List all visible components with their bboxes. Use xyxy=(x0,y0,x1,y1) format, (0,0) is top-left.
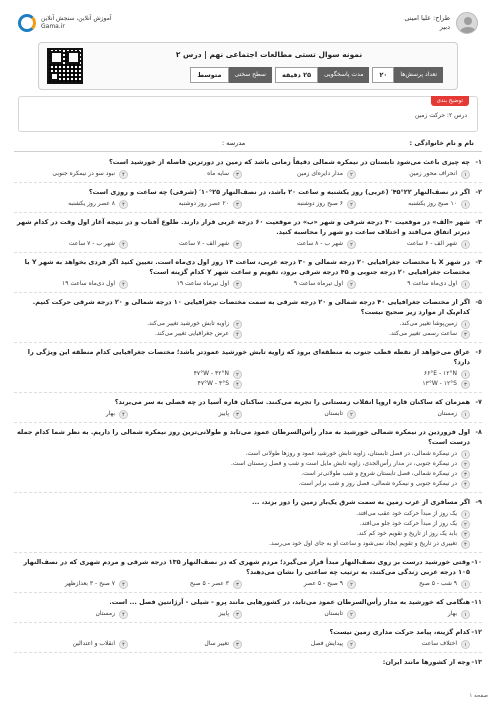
option-number-badge: ۳ xyxy=(233,610,242,619)
option-label: ساعت رسمی تغییر می‌کند. xyxy=(389,330,457,337)
answer-option[interactable] xyxy=(14,509,470,519)
answer-option[interactable] xyxy=(356,199,470,209)
option-number-badge: ۲ xyxy=(233,370,242,379)
option-list xyxy=(14,199,482,209)
option-label: بهار xyxy=(105,410,115,417)
question-separator xyxy=(14,212,482,213)
question-number: ۱۰- xyxy=(471,558,482,566)
question-number: ۳- xyxy=(475,218,482,226)
option-number-badge: ۲ xyxy=(461,520,470,529)
option-label: تابستان xyxy=(324,410,343,417)
question-item xyxy=(14,597,482,623)
question-text: عراق می‌خواهد از نقطه قطب جنوب به منطقه‌ای برود که زاویه تابش خورشید عمودتر باشد؛ مختصات جغرافیایی کدام منطقه این ویژگی را دارد؟ xyxy=(27,348,470,366)
option-number-badge: ۳ xyxy=(461,380,470,389)
question-number: ۹- xyxy=(475,498,482,506)
option-label: یک روز از مبدأ حرکت خود عقب می‌افتد. xyxy=(356,510,457,517)
option-number-badge: ۲ xyxy=(347,170,356,179)
option-label: ۹ صبح - ۵ عصر xyxy=(303,580,343,587)
option-number-badge: ۱ xyxy=(461,320,470,329)
question-stem xyxy=(14,217,482,237)
answer-option[interactable] xyxy=(14,379,242,389)
option-number-badge: ۴ xyxy=(119,280,128,289)
page-number: صفحه ۱ xyxy=(469,693,488,699)
question-stem xyxy=(14,157,482,167)
answer-option[interactable] xyxy=(356,639,470,649)
option-number-badge: ۴ xyxy=(119,200,128,209)
option-number-badge: ۲ xyxy=(347,410,356,419)
option-list xyxy=(14,279,482,289)
question-number: ۶- xyxy=(475,348,482,356)
answer-option[interactable] xyxy=(242,239,356,249)
answer-option[interactable] xyxy=(356,579,470,589)
option-label: ۹ شب - ۵ صبح xyxy=(419,580,457,587)
question-separator xyxy=(14,492,482,493)
meta-label-count: تعداد پرسش‌ها xyxy=(394,67,443,83)
option-number-badge: ۴ xyxy=(119,580,128,589)
option-label: زمین‌پوشا تغییر می‌کند. xyxy=(399,320,457,327)
answer-option[interactable] xyxy=(14,529,470,539)
question-separator xyxy=(14,552,482,553)
question-item xyxy=(14,427,482,493)
answer-option[interactable] xyxy=(128,239,242,249)
question-list xyxy=(14,157,482,671)
option-label: اول تیرماه ساعت ۹ xyxy=(293,280,343,287)
answer-option[interactable] xyxy=(242,379,470,389)
question-item xyxy=(14,397,482,423)
option-label: شهر ب - ۸ ساعت xyxy=(296,240,343,247)
option-number-badge: ۳ xyxy=(233,410,242,419)
option-label: پاییز xyxy=(218,610,229,617)
answer-option[interactable] xyxy=(14,319,242,329)
answer-option[interactable] xyxy=(356,279,470,289)
option-label: اول دی‌ماه ساعت ۹ xyxy=(407,280,457,287)
option-label: شهر ب - ۷ ساعت xyxy=(68,240,115,247)
answer-option[interactable] xyxy=(14,479,470,489)
option-label: اختلاف ساعت xyxy=(421,640,457,647)
answer-option[interactable] xyxy=(356,169,470,179)
question-stem xyxy=(14,557,482,577)
question-item xyxy=(14,657,482,667)
option-label: زمستان xyxy=(437,410,457,417)
answer-option[interactable] xyxy=(128,199,242,209)
option-list xyxy=(14,369,482,389)
question-text: شهر «الف» در موقعیت ۴۰ درجه شرقی و شهر «ب» در موقعیت ۶۰ درجه غربی قرار دارند. طلوع آفتاب و در نتیجه آغاز اول وقت در کدام شهر دیرتر اتفاق می‌افتد و اختلاف ساعت دو شهر را محاسبه کنید. xyxy=(16,218,470,236)
question-stem xyxy=(14,187,482,197)
question-separator xyxy=(14,622,482,623)
question-text: اگر از مختصات جغرافیایی ۴۰ درجه شمالی و ۲۰ درجه شرقی به سمت مختصات جغرافیایی ۱۰ درجه شمالی و ۲۰ درجه شرقی حرکت کنیم. کدام‌یک از موارد زیر صحیح نیست؟ xyxy=(32,298,470,316)
school-label: مدرسه : xyxy=(222,139,246,147)
answer-option[interactable] xyxy=(14,199,128,209)
answer-option[interactable] xyxy=(242,369,470,379)
option-label: پیدایش فصل xyxy=(310,640,343,647)
option-label: زاویه تابش خورشید تغییر می‌کند. xyxy=(147,320,229,327)
answer-option[interactable] xyxy=(242,409,356,419)
meta-value-count: ۲۰ xyxy=(372,67,394,83)
answer-option[interactable] xyxy=(14,459,470,469)
question-stem xyxy=(14,597,482,607)
option-number-badge: ۱ xyxy=(461,370,470,379)
option-number-badge: ۴ xyxy=(233,380,242,389)
option-number-badge: ۲ xyxy=(461,460,470,469)
meta-value-duration: ۲۵ دقیقه xyxy=(275,67,318,83)
brand-site: Gama.ir xyxy=(41,23,65,30)
answer-option[interactable] xyxy=(242,609,356,619)
question-item xyxy=(14,257,482,293)
option-label: ۳ عصر - ۵ صبح xyxy=(189,580,229,587)
question-separator xyxy=(14,422,482,423)
option-number-badge: ۳ xyxy=(233,240,242,249)
answer-option[interactable] xyxy=(356,239,470,249)
answer-option[interactable] xyxy=(128,639,242,649)
option-list xyxy=(14,579,482,589)
option-number-badge: ۱ xyxy=(461,170,470,179)
question-text: در شهر X با مختصات جغرافیایی ۲۰ درجه شمالی و ۳۰ درجه غربی، ساعت ۱۴ روز اول دی‌ماه است. تعیین کنید اگر فردی بخواهد به شهر Y با مختصات جغرافیایی ۲۰ درجه جنوبی و ۴۵ درجه شرقی برود، تقویم و ساعت شهر Y کدام گزینه است؟ xyxy=(24,258,470,276)
option-list xyxy=(14,639,482,649)
option-label: یک روز از مبدأ حرکت خود جلو می‌افتد. xyxy=(359,520,457,527)
option-label: بابد یک روز از تاریخ و تقویم خود کم کند. xyxy=(356,530,457,537)
question-text: هنگامی که خورشید به مدار رأس‌السرطان عمود می‌تابد، در کشورهایی مانند پرو - شیلی - آرژانتین فصل ... است. xyxy=(109,598,470,606)
exam-title: نمونه سوال تستی مطالعات اجتماعی نهم | درس ۲ xyxy=(175,50,363,59)
option-list xyxy=(14,319,482,339)
option-number-badge: ۱ xyxy=(461,610,470,619)
answer-option[interactable] xyxy=(128,409,242,419)
option-number-badge: ۲ xyxy=(347,240,356,249)
answer-option[interactable] xyxy=(14,609,128,619)
question-separator xyxy=(14,392,482,393)
option-number-badge: ۱ xyxy=(461,640,470,649)
question-item xyxy=(14,217,482,253)
option-label: ۱۰ صبح روز یکشنبه xyxy=(408,200,457,207)
question-item xyxy=(14,557,482,593)
question-stem xyxy=(14,257,482,277)
question-text: اول فروردین در نیمکره شمالی خورشید به مدار رأس‌السرطان عمود می‌تابد و طولانی‌ترین روز نیمکره شمالی را داریم. به نظر شما کدام جمله درست است؟ xyxy=(16,428,470,446)
question-separator xyxy=(14,292,482,293)
option-label: ۴۷°W - ۴°S xyxy=(197,380,229,387)
option-number-badge: ۴ xyxy=(119,410,128,419)
option-list xyxy=(14,239,482,249)
option-number-badge: ۴ xyxy=(119,170,128,179)
option-label: تغییر سال xyxy=(204,640,229,647)
answer-option[interactable] xyxy=(14,169,128,179)
divider xyxy=(14,151,482,152)
question-number: ۱۲- xyxy=(471,628,482,636)
option-number-badge: ۲ xyxy=(347,280,356,289)
answer-option[interactable] xyxy=(14,539,470,549)
answer-option[interactable] xyxy=(14,519,470,529)
question-stem xyxy=(14,297,482,317)
option-number-badge: ۱ xyxy=(461,200,470,209)
question-item xyxy=(14,347,482,393)
answer-option[interactable] xyxy=(242,579,356,589)
option-number-badge: ۱ xyxy=(461,450,470,459)
question-stem xyxy=(14,427,482,447)
option-number-badge: ۳ xyxy=(233,640,242,649)
meta-label-duration: مدت پاسخگویی xyxy=(318,67,369,83)
option-number-badge: ۳ xyxy=(233,170,242,179)
option-label: ۱۳°W - ۱۲°S xyxy=(422,380,457,387)
question-number: ۵- xyxy=(475,298,482,306)
exam-info-box xyxy=(38,42,458,90)
option-label: اول دی‌ماه ساعت ۱۹ xyxy=(62,280,115,287)
option-list xyxy=(14,509,482,549)
answer-option[interactable] xyxy=(128,579,242,589)
answer-option[interactable] xyxy=(128,169,242,179)
question-item xyxy=(14,627,482,653)
option-label: انقلاب و اعتدالین xyxy=(72,640,115,647)
option-label: ۶۶°E - ۱۲°N xyxy=(423,370,457,377)
option-label: در نیمکره شمالی، در فصل تابستان، زاویه تابش خورشید عمود و روزها طولانی است. xyxy=(245,450,457,457)
option-number-badge: ۳ xyxy=(233,280,242,289)
question-number: ۱۱- xyxy=(471,598,482,606)
brand xyxy=(18,14,112,32)
option-number-badge: ۳ xyxy=(461,470,470,479)
option-label: ۷ صبح - ۳ بعدازظهر xyxy=(64,580,115,587)
question-stem xyxy=(14,657,482,667)
option-number-badge: ۲ xyxy=(347,580,356,589)
answer-option[interactable] xyxy=(14,469,470,479)
option-number-badge: ۳ xyxy=(461,530,470,539)
answer-option[interactable] xyxy=(242,319,470,329)
answer-option[interactable] xyxy=(356,409,470,419)
option-label: انحراف محور زمین xyxy=(409,170,457,177)
answer-option[interactable] xyxy=(14,579,128,589)
option-label: مدار دایره‌ای زمین xyxy=(296,170,343,177)
option-number-badge: ۱ xyxy=(461,410,470,419)
option-number-badge: ۴ xyxy=(119,640,128,649)
answer-option[interactable] xyxy=(242,169,356,179)
page-header xyxy=(18,12,478,38)
answer-option[interactable] xyxy=(242,639,356,649)
question-stem xyxy=(14,397,482,407)
question-item xyxy=(14,497,482,553)
option-number-badge: ۴ xyxy=(119,240,128,249)
question-text: وقتی خورشید درست بر روی نصف‌النهار مبدأ قرار می‌گیرد؛ مردم شهری که در نصف‌النهار ۱۳۵ درجه شرقی و مردم شهری که در نصف‌النهار ۱۰۵ درجه غربی زندگی می‌کنند، به ترتیب چه ساعتی را نشان می‌دهند؟ xyxy=(23,558,470,576)
option-label: ۶ صبح روز دوشنبه xyxy=(297,200,343,207)
question-number: ۲- xyxy=(475,188,482,196)
question-stem xyxy=(14,497,482,507)
option-label: اول تیرماه ساعت ۱۹ xyxy=(176,280,229,287)
avatar xyxy=(456,12,478,34)
answer-option[interactable] xyxy=(242,329,470,339)
option-number-badge: ۳ xyxy=(233,200,242,209)
option-number-badge: ۴ xyxy=(233,330,242,339)
option-label: بهار xyxy=(447,610,457,617)
option-label: شهر الف - ۶ ساعت xyxy=(406,240,457,247)
question-item xyxy=(14,297,482,343)
option-number-badge: ۴ xyxy=(461,480,470,489)
option-label: تغییری در تاریخ و تقویم ایجاد نمی‌شود و ساعت او به جای اول خود می‌رسد. xyxy=(269,540,457,547)
designer-role: دبیر xyxy=(439,23,450,31)
option-label: در نیمکره جنوبی و نیمکره شمالی، فصل روز و شب برابر است. xyxy=(298,480,457,487)
answer-option[interactable] xyxy=(14,409,128,419)
option-label: تابستان xyxy=(324,610,343,617)
topic-text: درس ۲: حرکت زمین xyxy=(414,112,467,119)
answer-option[interactable] xyxy=(242,279,356,289)
option-label: سایه ماه xyxy=(207,170,229,177)
question-text: همزمان که ساکنان قاره اروپا انقلاب زمستانی را تجربه می‌کنند. ساکنان قاره آسیا در چه فصلی به سر می‌برند؟ xyxy=(114,398,470,406)
question-number: ۱۳- xyxy=(471,658,482,666)
option-number-badge: ۱ xyxy=(461,510,470,519)
answer-option[interactable] xyxy=(14,639,128,649)
option-number-badge: ۱ xyxy=(461,280,470,289)
topic-tag: توضیح بندی xyxy=(431,96,469,106)
exam-meta xyxy=(187,67,443,83)
answer-option[interactable] xyxy=(128,609,242,619)
option-number-badge: ۴ xyxy=(119,610,128,619)
question-stem xyxy=(14,627,482,637)
answer-option[interactable] xyxy=(128,279,242,289)
answer-option[interactable] xyxy=(14,449,470,459)
name-label: نام و نام خانوادگی : xyxy=(409,139,474,147)
qr-code-icon xyxy=(47,48,83,84)
question-separator xyxy=(14,342,482,343)
option-label: پاییز xyxy=(218,410,229,417)
student-info-row xyxy=(22,139,474,147)
option-number-badge: ۲ xyxy=(233,320,242,329)
question-number: ۷- xyxy=(475,398,482,406)
question-item xyxy=(14,187,482,213)
gama-logo-icon xyxy=(18,14,36,32)
question-text: کدام گزینه، پیامد حرکت مداری زمین نیست؟ xyxy=(329,628,470,636)
option-list xyxy=(14,609,482,619)
question-text: چه چیزی باعث می‌شود تابستان در نیمکره شمالی دقیقاً زمانی باشد که زمین در دورترین فاصله از خورشید است؟ xyxy=(109,158,470,166)
option-label: عرض جغرافیایی تغییر می‌کند. xyxy=(154,330,229,337)
question-separator xyxy=(14,592,482,593)
option-number-badge: ۲ xyxy=(347,200,356,209)
answer-option[interactable] xyxy=(242,199,356,209)
topic-box xyxy=(18,96,478,132)
option-label: شهر الف - ۷ ساعت xyxy=(178,240,229,247)
question-separator xyxy=(14,652,482,653)
option-list xyxy=(14,449,482,489)
option-number-badge: ۴ xyxy=(461,540,470,549)
option-label: در نیمکره شمالی، فصل تابستان شروع و شب طولانی‌تر است. xyxy=(301,470,457,477)
option-number-badge: ۳ xyxy=(233,580,242,589)
meta-label-difficulty: سطح سختی xyxy=(229,67,272,83)
option-label: ۲۰ عصر روز دوشنبه xyxy=(178,200,229,207)
answer-option[interactable] xyxy=(14,329,242,339)
option-label: در نیمکره جنوبی، در مدار رأس‌الجدی، زاویه تابش مایل است و شب و فصل زمستان است. xyxy=(231,460,457,467)
option-number-badge: ۳ xyxy=(461,330,470,339)
brand-slogan: آموزش آنلاین، سنجش آنلاین xyxy=(41,15,112,22)
question-number: ۴- xyxy=(475,258,482,266)
option-list xyxy=(14,409,482,419)
question-text: اگر در نصف‌النهار ۲۲°۴۵′ (غربی) روز یکشنبه و ساعت ۲۰ باشد، در نصف‌النهار ۲۵°۱۰′ (شرقی) چه ساعت و روزی است؟ xyxy=(88,188,470,196)
question-separator xyxy=(14,252,482,253)
designer-name: طراح: علیا امینی xyxy=(404,14,450,22)
answer-option[interactable] xyxy=(14,279,128,289)
option-number-badge: ۱ xyxy=(461,240,470,249)
option-label: ۸ عصر روز یکشنبه xyxy=(68,200,115,207)
question-text: اگر مسافری از غرب زمین به سمت شرق یک‌بار زمین را دور بزند، ... xyxy=(252,498,470,506)
answer-option[interactable] xyxy=(14,369,242,379)
option-list xyxy=(14,169,482,179)
option-label: ۴۷°W - ۴۲°N xyxy=(193,370,229,377)
question-separator xyxy=(14,182,482,183)
meta-value-difficulty: متوسط xyxy=(190,67,228,83)
question-stem xyxy=(14,347,482,367)
question-item xyxy=(14,157,482,183)
question-number: ۸- xyxy=(475,428,482,436)
answer-option[interactable] xyxy=(14,239,128,249)
option-label: نبود سو در نیمکره جنوبی xyxy=(52,170,115,177)
option-number-badge: ۲ xyxy=(347,640,356,649)
question-number: ۱- xyxy=(475,158,482,166)
option-number-badge: ۲ xyxy=(347,610,356,619)
option-label: زمستان xyxy=(95,610,115,617)
question-text: وجه از کشورها مانند ایران: xyxy=(382,658,470,666)
designer-info xyxy=(404,12,478,34)
answer-option[interactable] xyxy=(356,609,470,619)
option-number-badge: ۱ xyxy=(461,580,470,589)
